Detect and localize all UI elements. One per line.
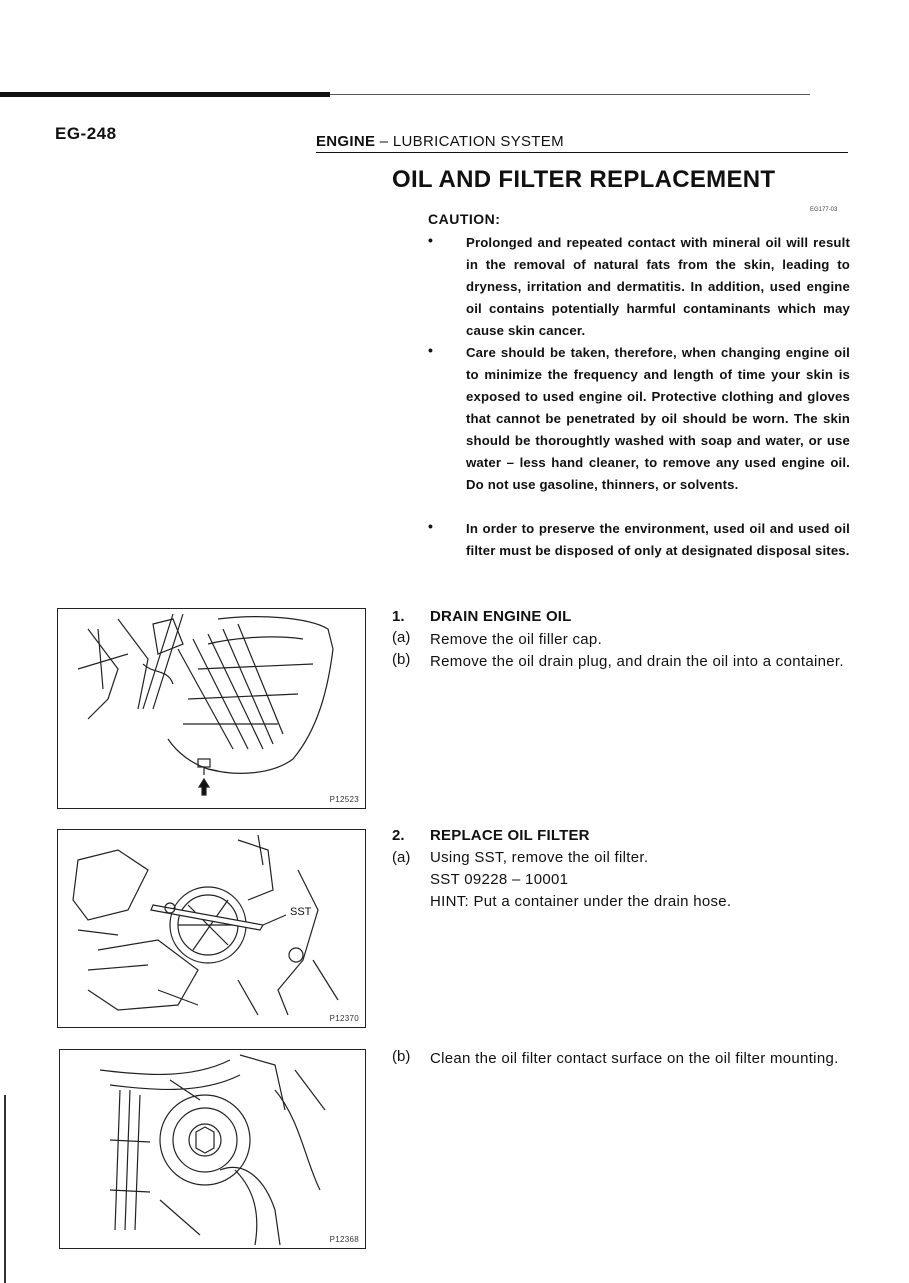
figure-filter-mounting: [59, 1049, 366, 1249]
hint-text: HINT: Put a container under the drain hose.: [430, 893, 732, 910]
figure-code: P12370: [329, 1014, 359, 1023]
caution-item: [428, 342, 850, 496]
step-number: 2.: [392, 827, 405, 844]
header-rule: [316, 152, 848, 153]
bullet-icon: •: [428, 342, 433, 358]
sub-step-label: (a): [392, 629, 411, 646]
figure-drain-plug: [57, 608, 366, 809]
sub-step-text: Clean the oil filter contact surface on the oil filter mounting.: [430, 1050, 839, 1067]
caution-item: [428, 518, 850, 562]
sst-label: SST: [290, 906, 312, 918]
page-title: OIL AND FILTER REPLACEMENT: [392, 166, 776, 193]
sub-step-text: Using SST, remove the oil filter.: [430, 849, 649, 866]
step-number: 1.: [392, 608, 405, 625]
filter-wrench-illustration: [58, 830, 364, 1026]
figure-code: P12523: [329, 795, 359, 804]
section-heading: [316, 133, 564, 150]
page-number: EG-248: [55, 124, 117, 143]
caution-text: Care should be taken, therefore, when changing engine oil to minimize the frequency and length of time your skin is exposed to used engine oil. Protective clothing and gloves that cannot be penetrated by oil should be worn. The skin should be thoroughtly washed with soap and water, or use water – less hand cleaner, to remove any used engine oil. Do not use gasoline, thinners, or solvents.: [466, 345, 850, 492]
sub-step-label: (b): [392, 1048, 411, 1065]
reference-code: EG177-03: [810, 207, 838, 213]
caution-text: In order to preserve the environment, used oil and used oil filter must be disposed of only at designated disposal sites.: [466, 521, 850, 558]
caution-label: CAUTION:: [428, 211, 501, 227]
top-border: [0, 92, 330, 97]
step-title: REPLACE OIL FILTER: [430, 827, 590, 844]
bullet-icon: •: [428, 518, 433, 534]
sub-step-label: (b): [392, 651, 411, 668]
bullet-icon: •: [428, 232, 433, 248]
top-border-thin: [330, 94, 810, 95]
sub-step-text: Remove the oil drain plug, and drain the oil into a container.: [430, 653, 844, 670]
section-heading-rest: – LUBRICATION SYSTEM: [375, 133, 564, 150]
figure-code: P12368: [329, 1235, 359, 1244]
oil-pan-illustration: [58, 609, 364, 807]
filter-mounting-illustration: [60, 1050, 364, 1247]
step-title: DRAIN ENGINE OIL: [430, 608, 572, 625]
section-heading-bold: ENGINE: [316, 133, 376, 150]
caution-text: Prolonged and repeated contact with mineral oil will result in the removal of natural fats from the skin, leading to dryness, irritation and dermatitis. In addition, used engine oil contains potentially harmful contaminants which may cause skin cancer.: [466, 235, 850, 338]
sub-step-label: (a): [392, 849, 411, 866]
caution-item: [428, 232, 850, 342]
sst-number: SST 09228 – 10001: [430, 871, 569, 888]
figure-sst-wrench: [57, 829, 366, 1028]
binding-edge: [4, 1095, 6, 1283]
sub-step-text: Remove the oil filler cap.: [430, 631, 603, 648]
